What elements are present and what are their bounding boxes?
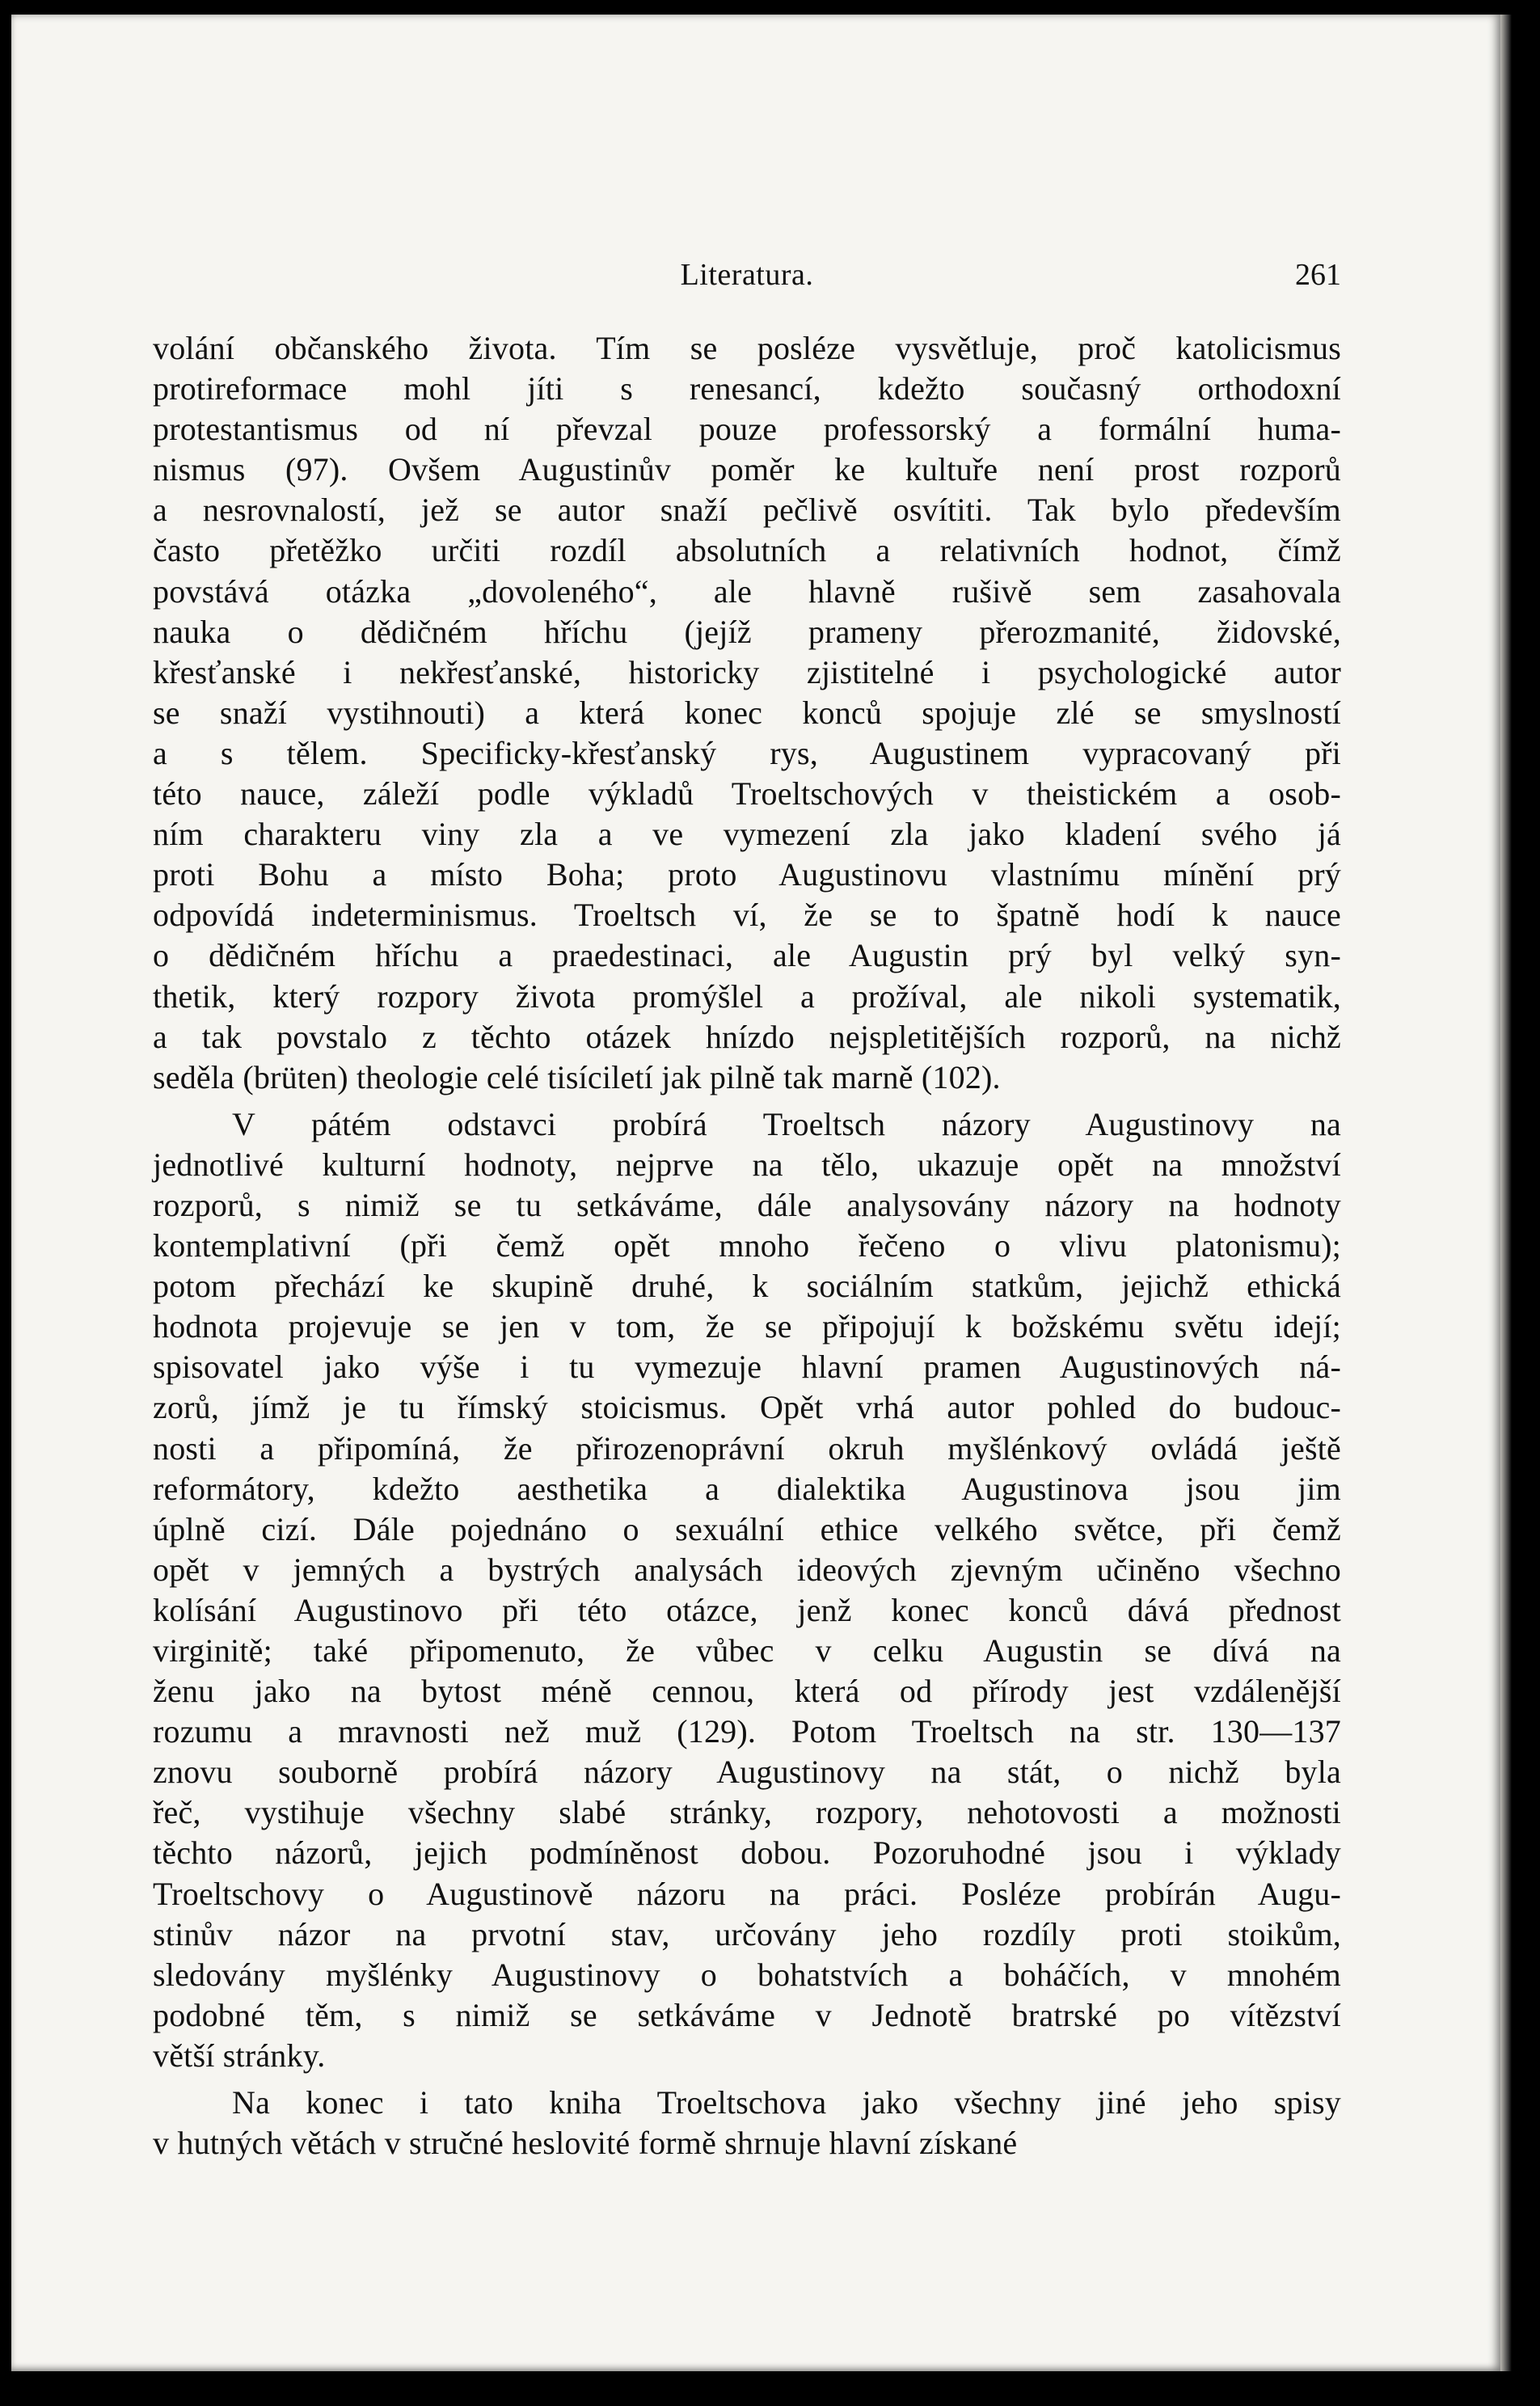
text-line: odpovídá indeterminismus. Troeltsch ví, že se to špatně hodí k nauce [153,897,1341,934]
text-line: v hutných větách v stručné heslovité formě shrnuje hlavní získané [153,2125,1018,2162]
page-number: 261 [1295,258,1341,292]
text-line: a nesrovnalostí, jež se autor snaží pečlivě osvítiti. Tak bylo především [153,492,1341,529]
text-line: sledovány myšlénky Augustinovy o bohatstvích a boháčích, v mnohém [153,1956,1341,1993]
text-line: proti Bohu a místo Boha; proto Augustinovu vlastnímu mínění prý [153,856,1341,893]
text-line: ním charakteru viny zla a ve vymezení zla jako kladení svého já [153,816,1341,853]
text-line: thetik, který rozpory života promýšlel a prožíval, ale nikoli systematik, [153,977,1341,1015]
text-line: nosti a připomíná, že přirozenoprávní okruh myšlénkový ovládá ještě [153,1429,1341,1467]
text-line: protestantismus od ní převzal pouze professorský a formální huma- [153,411,1341,448]
text-line: řeč, vystihuje všechny slabé stránky, rozpory, nehotovosti a možnosti [153,1794,1341,1831]
text-line: opět v jemných a bystrých analysách ideových zjevným učiněno všechno [153,1551,1341,1588]
text-line: větší stránky. [153,2037,326,2074]
text-line: zorů, jímž je tu římský stoicismus. Opět vrhá autor pohled do budouc- [153,1389,1341,1426]
text-line: a s tělem. Specificky-křesťanský rys, Augustinem vypracovaný při [153,734,1341,771]
page-edge-shadow [1500,15,1512,2371]
running-title: Literatura. [680,258,814,292]
page-header [153,257,1341,298]
book-page [11,15,1500,2371]
text-line: reformátory, kdežto aesthetika a dialektika Augustinova jsou jim [153,1470,1341,1507]
text-line: jednotlivé kulturní hodnoty, nejprve na tělo, ukazuje opět na množství [153,1146,1341,1183]
text-line: protireformace mohl jíti s renesancí, kdežto současný orthodoxní [153,370,1341,407]
text-line: těchto názorů, jejich podmíněnost dobou. Pozoruhodné jsou i výklady [153,1834,1341,1872]
text-line: rozumu a mravnosti než muž (129). Potom Troeltsch na str. 130—137 [153,1713,1341,1750]
text-line: stinův názor na prvotní stav, určovány jeho rozdíly proti stoikům, [153,1915,1341,1952]
text-line: nismus (97). Ovšem Augustinův poměr ke kultuře není prost rozporů [153,451,1341,488]
text-line: ženu jako na bytost méně cennou, která od přírody jest vzdálenější [153,1673,1341,1710]
text-line: V pátém odstavci probírá Troeltsch názory Augustinovy na [232,1105,1341,1142]
text-line: nauka o dědičném hříchu (jejíž prameny přerozmanité, židovské, [153,613,1341,650]
text-line: povstává otázka „dovoleného“, ale hlavně rušivě sem zasahovala [153,572,1341,610]
text-line: často přetěžko určiti rozdíl absolutních a relativních hodnot, čímž [153,532,1341,569]
paragraph [153,328,1341,1098]
text-line: rozporů, s nimiž se tu setkáváme, dále analysovány názory na hodnoty [153,1186,1341,1223]
text-line: podobné těm, s nimiž se setkáváme v Jednotě bratrské po vítězství [153,1996,1341,2033]
text-line: volání občanského života. Tím se posléze vysvětluje, proč katolicismus [153,330,1341,366]
text-line: potom přechází ke skupině druhé, k sociálním statkům, jejichž ethická [153,1268,1341,1305]
body-text [153,328,1341,2170]
text-line: spisovatel jako výše i tu vymezuje hlavní pramen Augustinových ná- [153,1349,1341,1386]
text-line: Troeltschovy o Augustinově názoru na práci. Posléze probírán Augu- [153,1875,1341,1912]
text-line: této nauce, záleží podle výkladů Troeltschových v theistickém a osob- [153,775,1341,813]
text-line: a tak povstalo z těchto otázek hnízdo nejspletitějších rozporů, na nichž [153,1018,1341,1055]
text-line: kolísání Augustinovo při této otázce, jenž konec konců dává přednost [153,1591,1341,1628]
text-line: se snaží vystihnouti) a která konec konců spojuje zlé se smyslností [153,694,1341,731]
paragraph [153,1104,1341,2076]
paragraph [153,2083,1341,2163]
text-line: o dědičném hříchu a praedestinaci, ale Augustin prý byl velký syn- [153,937,1341,974]
text-line: hodnota projevuje se jen v tom, že se připojují k božskému světu idejí; [153,1308,1341,1345]
text-line: znovu souborně probírá názory Augustinovy na stát, o nichž byla [153,1754,1341,1791]
text-line: seděla (brüten) theologie celé tisíciletí jak pilně tak marně (102). [153,1058,1001,1095]
text-line: křesťanské i nekřesťanské, historicky zjistitelné i psychologické autor [153,653,1341,690]
text-line: Na konec i tato kniha Troeltschova jako všechny jiné jeho spisy [232,2084,1341,2121]
text-line: kontemplativní (při čemž opět mnoho řečeno o vlivu platonismu); [153,1227,1341,1264]
text-line: úplně cizí. Dále pojednáno o sexuální ethice velkého světce, při čemž [153,1510,1341,1547]
text-line: virginitě; také připomenuto, že vůbec v celku Augustin se dívá na [153,1632,1341,1669]
